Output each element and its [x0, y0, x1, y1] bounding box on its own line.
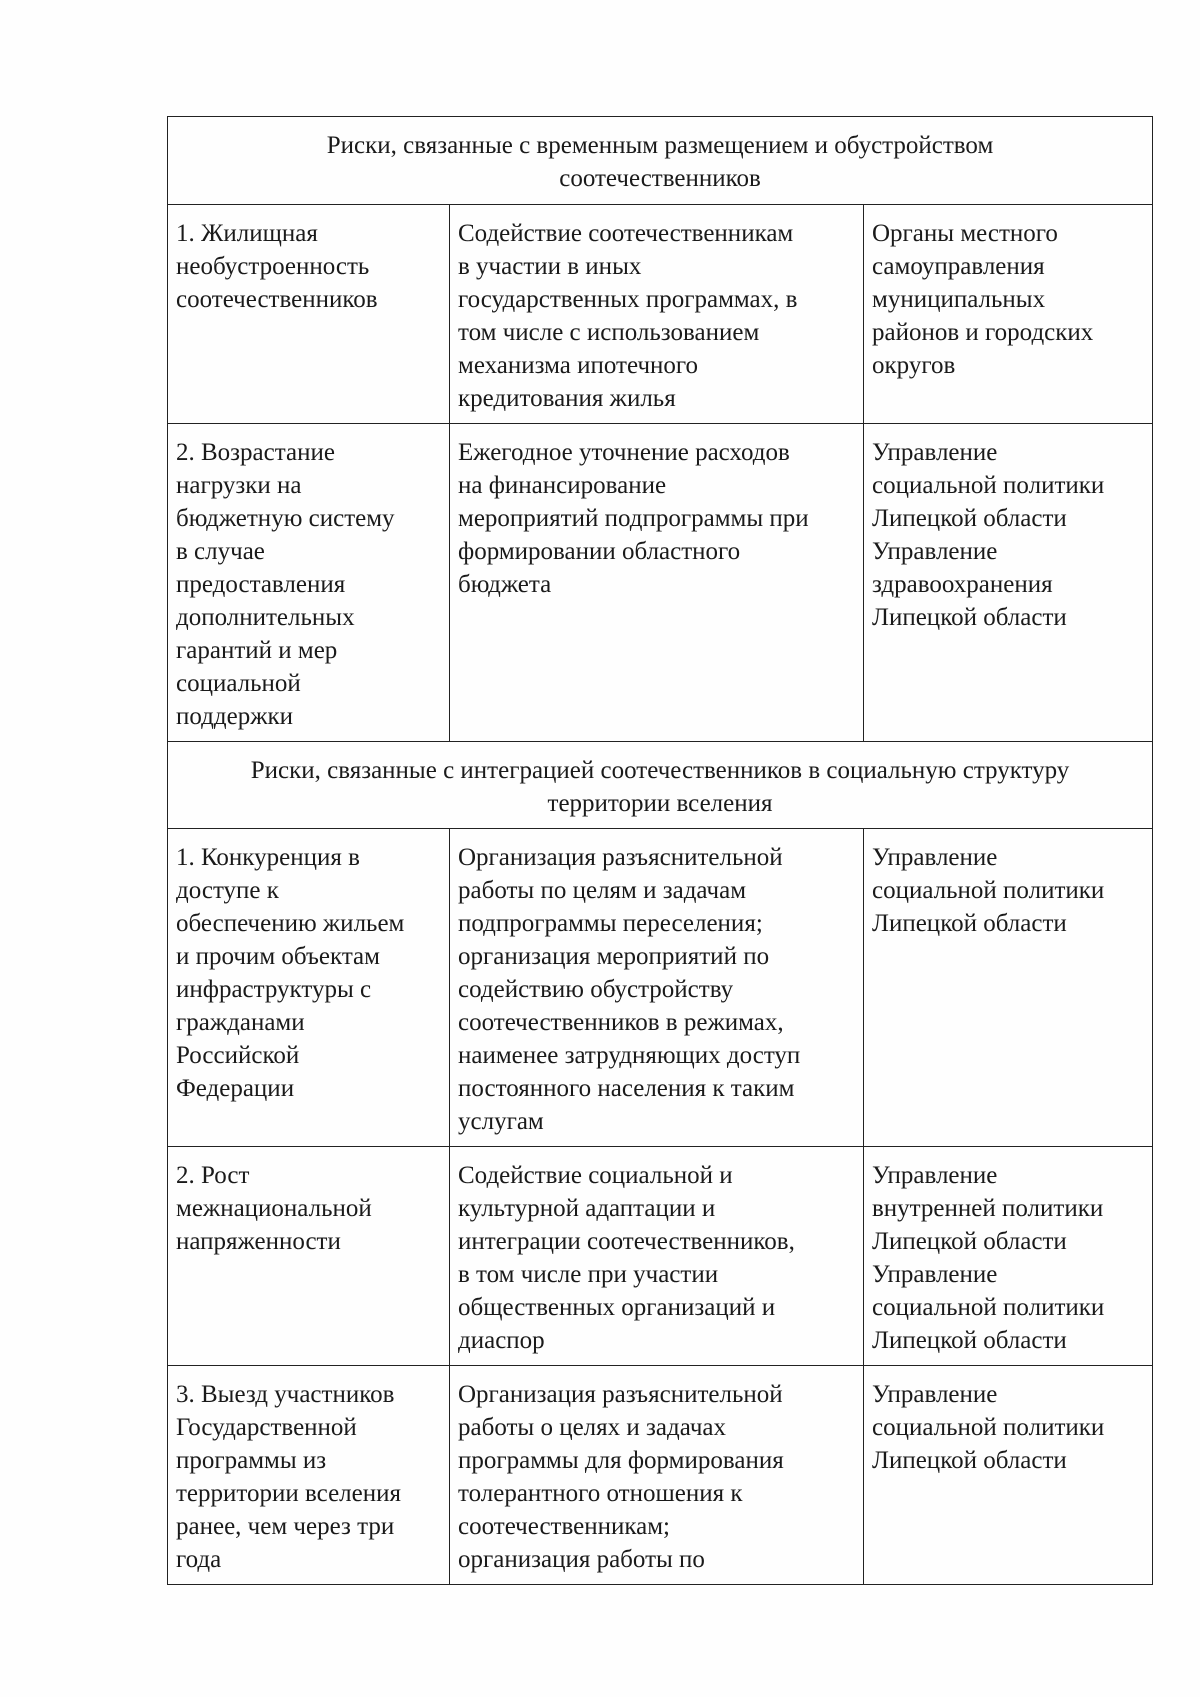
- section-header-row: [168, 117, 1153, 205]
- risk-table: [167, 116, 1153, 1585]
- responsible-cell: Управление социальной политики Липецкой области: [864, 829, 1153, 1147]
- measures-cell: Содействие социальной и культурной адаптации и интеграции соотечественников, в том числе при участии общественных организаций и диаспор: [450, 1147, 864, 1366]
- measures-cell: Содействие соотечественникам в участии в иных государственных программах, в том числе с использованием механизма ипотечного кредитования жилья: [450, 205, 864, 424]
- table-row: [168, 205, 1153, 424]
- table-row: [168, 1147, 1153, 1366]
- risk-cell: 2. Возрастание нагрузки на бюджетную систему в случае предоставления дополнительных гарантий и мер социальной поддержки: [168, 424, 450, 742]
- responsible-cell: Управление внутренней политики Липецкой области Управление социальной политики Липецкой области: [864, 1147, 1153, 1366]
- responsible-cell: Управление социальной политики Липецкой области Управление здравоохранения Липецкой области: [864, 424, 1153, 742]
- table-row: [168, 424, 1153, 742]
- table-row: [168, 829, 1153, 1147]
- table-row: [168, 1366, 1153, 1585]
- section-title-housing: Риски, связанные с временным размещением и обустройством соотечественников: [168, 117, 1153, 205]
- responsible-cell: Органы местного самоуправления муниципальных районов и городских округов: [864, 205, 1153, 424]
- section-title-integration: Риски, связанные с интеграцией соотечественников в социальную структуру территории вселения: [168, 742, 1153, 829]
- responsible-cell: Управление социальной политики Липецкой области: [864, 1366, 1153, 1585]
- measures-cell: Организация разъяснительной работы по целям и задачам подпрограммы переселения; организация мероприятий по содействию обустройству соотечественников в режимах, наименее затрудняющих доступ постоянного населения к таким услугам: [450, 829, 864, 1147]
- risk-cell: 1. Жилищная необустроенность соотечественников: [168, 205, 450, 424]
- measures-cell: Ежегодное уточнение расходов на финансирование мероприятий подпрограммы при формировании областного бюджета: [450, 424, 864, 742]
- risk-cell: 3. Выезд участников Государственной программы из территории вселения ранее, чем через три года: [168, 1366, 450, 1585]
- section-header-row: [168, 742, 1153, 829]
- risk-cell: 2. Рост межнациональной напряженности: [168, 1147, 450, 1366]
- measures-cell: Организация разъяснительной работы о целях и задачах программы для формирования толерантного отношения к соотечественникам; организация работы по: [450, 1366, 864, 1585]
- risk-cell: 1. Конкуренция в доступе к обеспечению жильем и прочим объектам инфраструктуры с гражданами Российской Федерации: [168, 829, 450, 1147]
